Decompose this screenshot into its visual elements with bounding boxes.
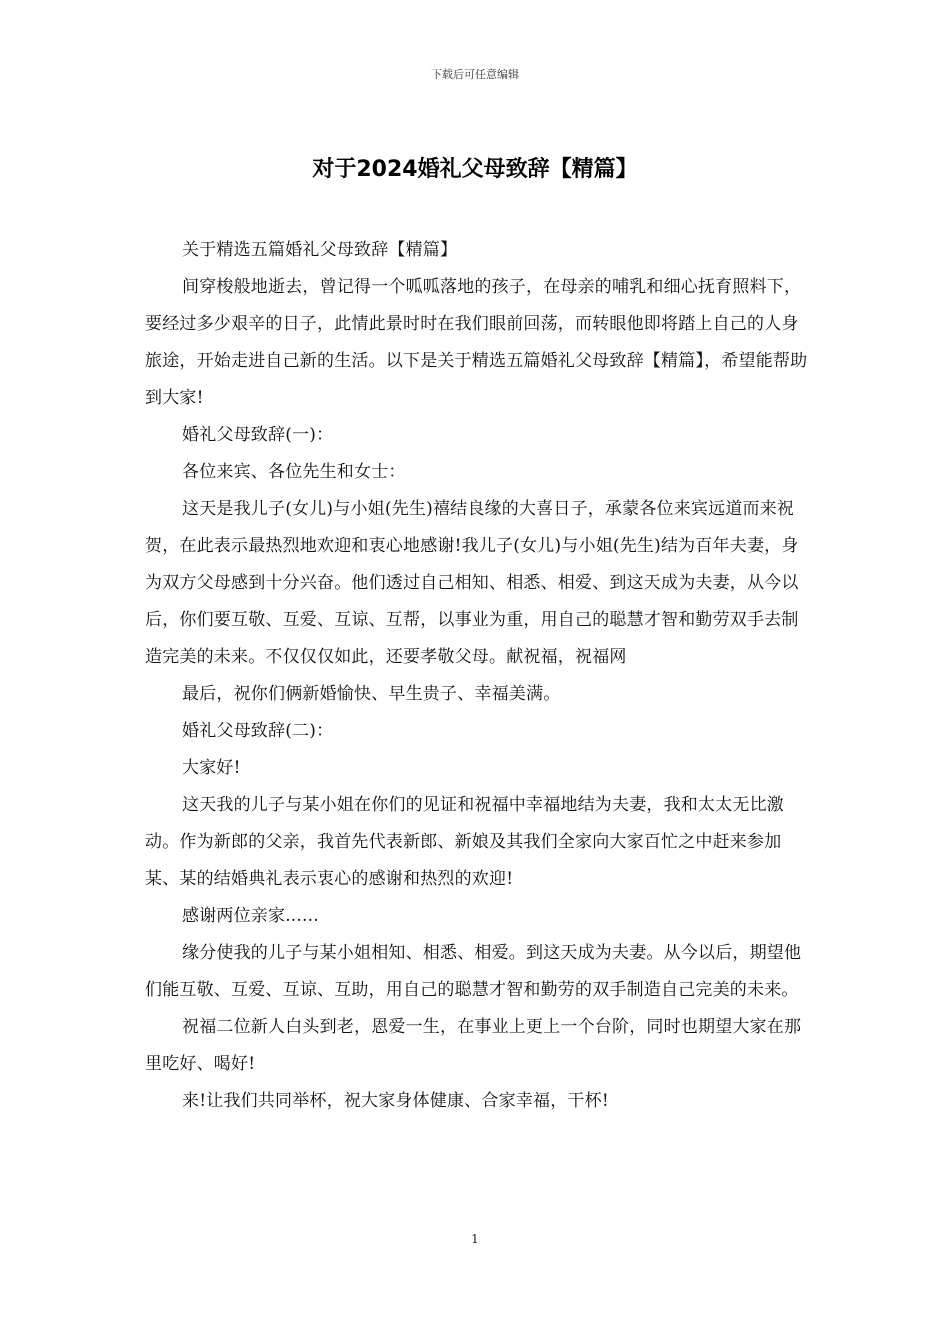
- paragraph-speech-2c: 缘分使我的儿子与某小姐相知、相悉、相爱。到这天成为夫妻。从今以后，期望他们能互敬、互爱、互谅、互助，用自己的聪慧才智和勤劳的双手制造自己完美的未来。: [145, 943, 802, 1000]
- document-body: [145, 232, 810, 1120]
- paragraph-intro: 间穿梭般地逝去，曾记得一个呱呱落地的孩子，在母亲的哺乳和细心抚育照料下，要经过多少艰辛的日子，此情此景时时在我们眼前回荡，而转眼他即将踏上自己的人身旅途，开始走进自己新的生活。以下是关于精选五篇婚礼父母致辞【精篇】，希望能帮助到大家!: [145, 277, 808, 408]
- paragraph-closing-1: 最后，祝你们俩新婚愉快、早生贵子、幸福美满。: [182, 684, 561, 704]
- page-header-note: 下载后可任意编辑: [431, 68, 519, 81]
- document-title: 对于2024婚礼父母致辞【精篇】: [312, 157, 638, 182]
- salutation-1: 各位来宾、各位先生和女士：: [182, 462, 406, 482]
- paragraph-toast: 来!让我们共同举杯，祝大家身体健康、合家幸福，干杯!: [182, 1091, 609, 1111]
- paragraph-intro-heading: 关于精选五篇婚礼父母致辞【精篇】: [182, 240, 458, 260]
- paragraph-speech-2d: 祝福二位新人白头到老，恩爱一生，在事业上更上一个台阶，同时也期望大家在那里吃好、喝好!: [145, 1017, 802, 1074]
- section-heading-1: 婚礼父母致辞(一)：: [182, 425, 334, 445]
- paragraph-speech-2a: 这天我的儿子与某小姐在你们的见证和祝福中幸福地结为夫妻，我和太太无比激动。作为新郎的父亲，我首先代表新郎、新娘及其我们全家向大家百忙之中赶来参加某、某的结婚典礼表示衷心的感谢和热烈的欢迎!: [145, 795, 784, 889]
- paragraph-speech-1: 这天是我儿子(女儿)与小姐(先生)禧结良缘的大喜日子，承蒙各位来宾远道而来祝贺，在此表示最热烈地欢迎和衷心地感谢!我儿子(女儿)与小姐(先生)结为百年夫妻，身为双方父母感到十分兴奋。他们透过自己相知、相悉、相爱、到这天成为夫妻，从今以后，你们要互敬、互爱、互谅、互帮，以事业为重，用自己的聪慧才智和勤劳双手去制造完美的未来。不仅仅仅如此，还要孝敬父母。献祝福，祝福网: [145, 499, 799, 667]
- section-heading-2: 婚礼父母致辞(二)：: [182, 721, 334, 741]
- page-number: 1: [471, 1232, 479, 1246]
- salutation-2: 大家好!: [182, 758, 241, 778]
- paragraph-speech-2b: 感谢两位亲家......: [182, 906, 319, 926]
